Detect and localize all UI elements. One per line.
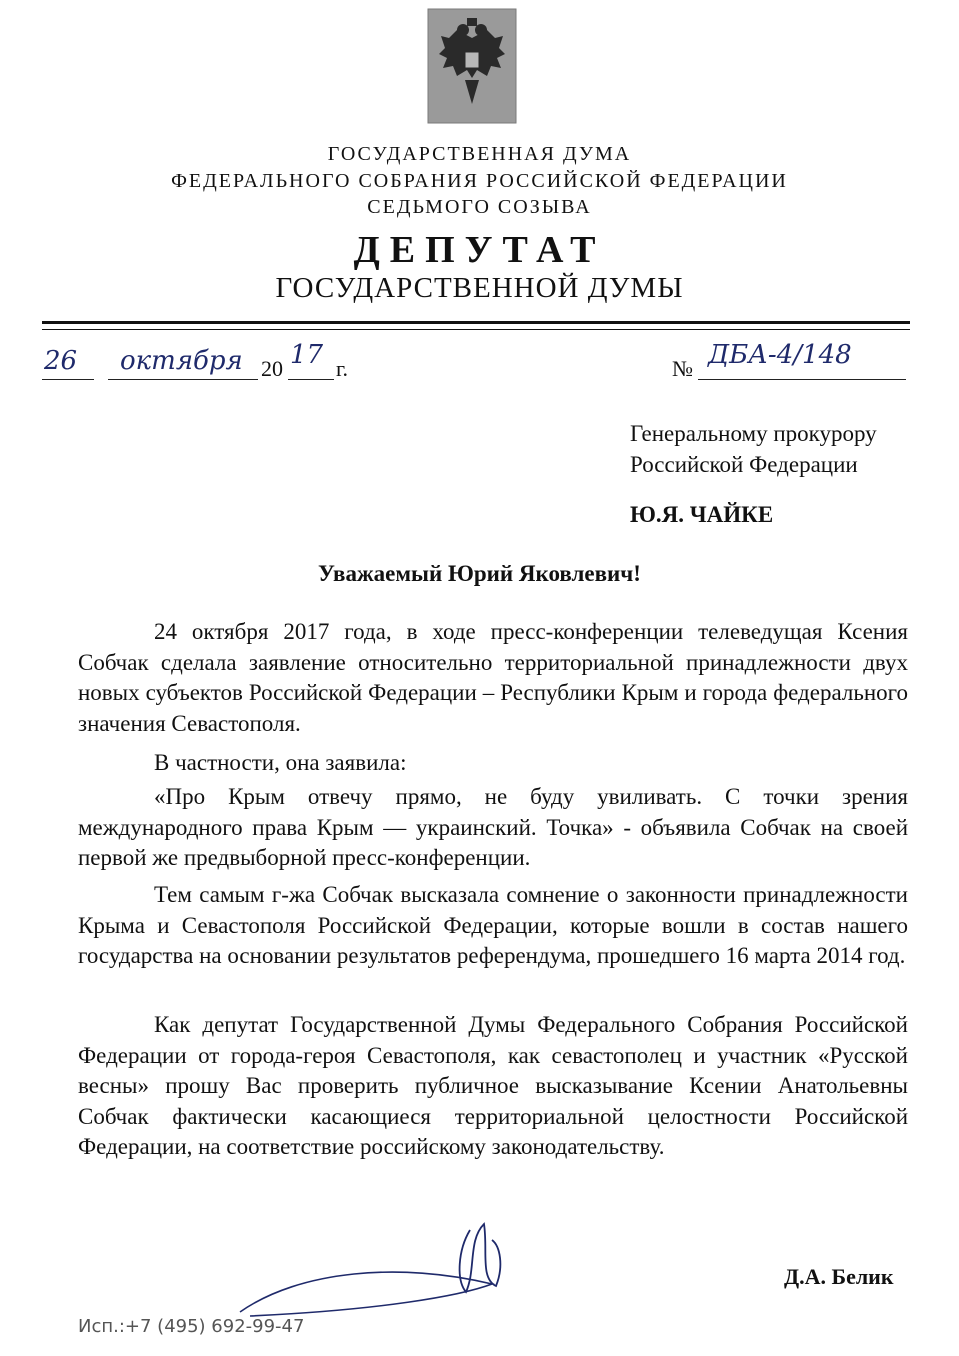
addressee-line-2: Российской Федерации xyxy=(630,452,858,477)
org-line-1: ГОСУДАРСТВЕННАЯ ДУМА xyxy=(327,143,632,165)
org-line-2: ФЕДЕРАЛЬНОГО СОБРАНИЯ РОССИЙСКОЙ ФЕДЕРАЦИИ xyxy=(171,170,788,192)
addressee-line-1: Генеральному прокурору xyxy=(630,421,877,446)
date-month: октября xyxy=(120,346,243,376)
letterhead-title: ДЕПУТАТ xyxy=(353,229,606,271)
date-year-underline xyxy=(288,379,334,380)
reference-number-label: № xyxy=(672,356,693,381)
signer-name: Д.А. Белик xyxy=(784,1264,894,1289)
date-year-prefix: 20 xyxy=(261,356,283,381)
header-divider xyxy=(42,321,910,324)
date-day: 26 xyxy=(44,346,78,376)
greeting: Уважаемый Юрий Яковлевич! xyxy=(318,561,641,586)
header-divider-thin xyxy=(42,329,910,330)
addressee-block xyxy=(630,418,877,480)
addressee-name: Ю.Я. ЧАЙКЕ xyxy=(630,502,774,527)
letterhead-subtitle: ГОСУДАРСТВЕННОЙ ДУМЫ xyxy=(275,272,684,304)
date-month-underline xyxy=(108,379,258,380)
date-year-suffix: 17 xyxy=(290,340,324,370)
body-paragraph: Тем самым г-жа Собчак высказала сомнение о законности принадлежности Крыма и Севастополя Российской Федерации, которые вошли в состав нашего государства на основании результатов референдума, прошедшего 16 марта 2014 год. xyxy=(78,882,908,968)
state-emblem-icon xyxy=(427,8,517,124)
reference-number-underline xyxy=(698,379,906,380)
body-paragraph: «Про Крым отвечу прямо, не буду увиливать. С точки зрения международного права Крым — украинский. Точка» - объявила Собчак на своей первой же предвыборной пресс-конференции. xyxy=(78,784,908,870)
executor-phone: Исп.:+7 (495) 692-99-47 xyxy=(78,1316,305,1337)
body-paragraph: В частности, она заявила: xyxy=(154,750,407,775)
body-paragraph: 24 октября 2017 года, в ходе пресс-конференции телеведущая Ксения Собчак сделала заявление относительно территориальной принадлежности двух новых субъектов Российской Федерации – Республики Крым и города федерального значения Севастополя. xyxy=(78,619,908,736)
reference-number: ДБА-4/148 xyxy=(708,340,852,370)
date-day-underline xyxy=(42,379,94,380)
date-year-mark: г. xyxy=(336,356,349,381)
org-line-3: СЕДЬМОГО СОЗЫВА xyxy=(367,196,592,218)
body-paragraph: Как депутат Государственной Думы Федерального Собрания Российской Федерации от города-героя Севастополя, как севастополец и участник «Русской весны» прошу Вас проверить публичное высказывание Ксении Анатольевны Собчак фактически касающиеся территориальной целостности Российской Федерации, на соответствие российскому законодательству. xyxy=(78,1012,908,1159)
signature-icon xyxy=(230,1200,530,1330)
